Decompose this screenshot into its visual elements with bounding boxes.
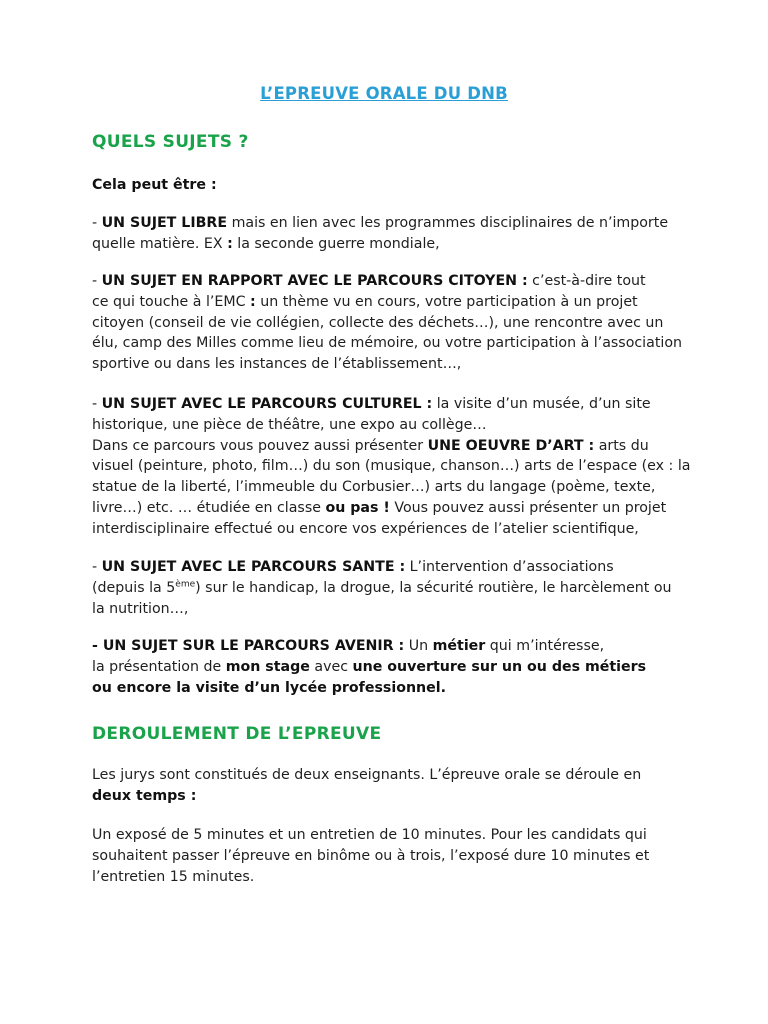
label-parcours-citoyen: UN SUJET EN RAPPORT AVEC LE PARCOURS CITOYEN [101, 273, 518, 289]
document-title: L’EPREUVE ORALE DU DNB [260, 84, 508, 103]
label-parcours-avenir: - UN SUJET SUR LE PARCOURS AVENIR : [92, 638, 405, 654]
paragraph-parcours-avenir: - UN SUJET SUR LE PARCOURS AVENIR : Un métier qui m’intéresse, la présentation de mon stage avec une ouverture sur un ou des métiers ou encore la visite d’un lycée professionnel. [92, 638, 647, 696]
label-sujet-libre: UN SUJET LIBRE [101, 215, 228, 231]
paragraph-sujet-libre: - UN SUJET LIBRE mais en lien avec les programmes disciplinaires de n’importe quelle matière. EX : la seconde guerre mondiale, [92, 215, 669, 252]
label-parcours-sante: UN SUJET AVEC LE PARCOURS SANTE : [101, 559, 406, 575]
intro-paragraph [92, 175, 684, 196]
label-ou-pas: ou pas ! [325, 499, 390, 516]
intro-text: Cela peut être : [92, 177, 217, 193]
paragraph-parcours-culturel: - UN SUJET AVEC LE PARCOURS CULTUREL : la visite d’un musée, d’un site historique, une pièce de théâtre, une expo au collège… Dans ce parcours vous pouvez aussi présenter UNE OEUVRE D’ART : arts du visuel (peinture, photo, film…) du son (musique, chanson…) arts de l’espace (ex : la statue de la liberté, l’immeuble du Corbusier…) arts du langage (poème, texte, livre…) etc. … étudiée en classe ou pas ! Vous pouvez aussi présenter un projet interdisciplinaire effectué ou encore vos expériences de l’atelier scientifique, [92, 396, 691, 537]
paragraph-parcours-citoyen: - UN SUJET EN RAPPORT AVEC LE PARCOURS CITOYEN : c’est-à-dire tout ce qui touche à l’EMC : un thème vu en cours, votre participation à un projet citoyen (conseil de vie collégien, collecte des déchets…), une rencontre avec un élu, camp des Milles comme lieu de mémoire, ou votre participation à l’association sportive ou dans les instances de l’établissement…, [92, 273, 682, 373]
label-oeuvre-art: UNE OEUVRE D’ART : [427, 437, 595, 454]
paragraph-parcours-sante: - UN SUJET AVEC LE PARCOURS SANTE : L’intervention d’associations (depuis la 5ème) sur le handicap, la drogue, la sécurité routière, le harcèlement ou la nutrition…, [92, 559, 672, 617]
section-heading-sujets: QUELS SUJETS ? [92, 132, 249, 152]
paragraph-jurys: Les jurys sont constitués de deux enseignants. L’épreuve orale se déroule en deux temps : [92, 767, 642, 804]
paragraph-expose: Un exposé de 5 minutes et un entretien de 10 minutes. Pour les candidats qui souhaitent passer l’épreuve en binôme ou à trois, l’exposé dure 10 minutes et l’entretien 15 minutes. [92, 827, 650, 885]
label-parcours-culturel: UN SUJET AVEC LE PARCOURS CULTUREL : [101, 396, 433, 412]
section-heading-deroulement: DEROULEMENT DE L’EPREUVE [92, 724, 382, 744]
